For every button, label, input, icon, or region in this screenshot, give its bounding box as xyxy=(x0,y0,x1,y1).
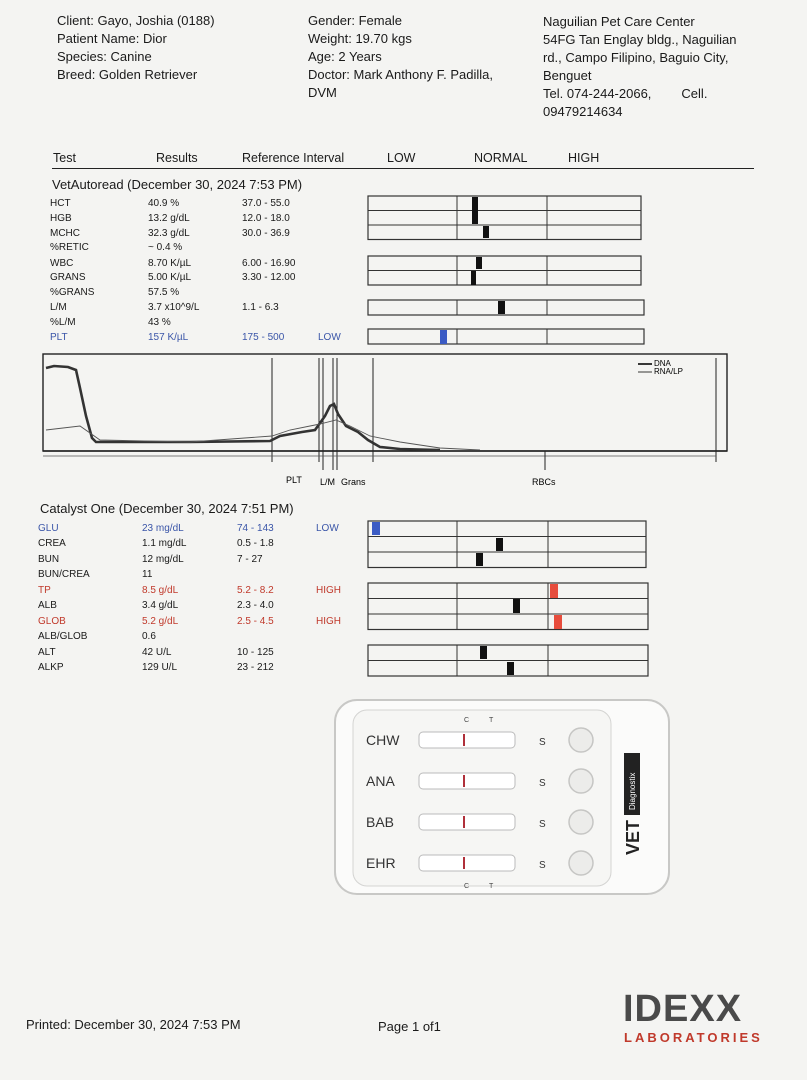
col-c-top: C xyxy=(464,717,470,724)
result-value: 1.1 mg/dL xyxy=(142,538,187,549)
snap-activation-circle xyxy=(569,769,593,793)
result-marker xyxy=(550,584,558,598)
result-test-name: ALB xyxy=(38,600,57,611)
result-test-name: BUN/CREA xyxy=(38,569,90,580)
range-box xyxy=(368,521,646,568)
snap-control-line xyxy=(463,816,465,828)
clinic-cell-label: Cell. xyxy=(681,86,708,101)
gender: Gender: Female xyxy=(308,13,402,28)
result-marker xyxy=(513,599,520,613)
result-reference: 23 - 212 xyxy=(237,662,274,673)
doctor: Doctor: Mark Anthony F. Padilla, xyxy=(308,67,493,82)
page-number: Page 1 of1 xyxy=(378,1019,441,1034)
result-reference: 30.0 - 36.9 xyxy=(242,228,290,239)
weight: Weight: 19.70 kgs xyxy=(308,31,412,46)
clinic-address-2: rd., Campo Filipino, Baguio City, xyxy=(543,50,729,65)
result-value: 40.9 % xyxy=(148,198,180,209)
col-test: Test xyxy=(53,151,76,165)
result-test-name: PLT xyxy=(50,332,68,343)
result-reference: 2.5 - 4.5 xyxy=(237,616,274,627)
idexx-logo: IDEXX xyxy=(623,988,743,1030)
species: Species: Canine xyxy=(57,49,152,64)
result-marker xyxy=(476,257,482,269)
result-value: 5.00 K/µL xyxy=(148,272,192,283)
result-marker xyxy=(372,522,380,535)
col-reference: Reference Interval xyxy=(242,151,345,165)
snap-test-label: BAB xyxy=(366,814,395,830)
clinic-cell: 09479214634 xyxy=(543,104,623,119)
idexx-laboratories: LABORATORIES xyxy=(624,1030,763,1045)
result-marker xyxy=(480,646,487,659)
snap-test-label: ANA xyxy=(366,773,395,789)
col-results: Results xyxy=(156,151,198,165)
result-marker xyxy=(554,615,562,629)
result-marker xyxy=(507,662,514,675)
brand-vet: VET xyxy=(623,819,643,855)
result-flag: HIGH xyxy=(316,585,341,596)
result-test-name: GLU xyxy=(38,523,59,534)
snap-sample-label: S xyxy=(539,737,546,748)
result-test-name: HGB xyxy=(50,213,72,224)
result-test-name: GRANS xyxy=(50,272,86,283)
snap-sample-label: S xyxy=(539,778,546,789)
result-reference: 175 - 500 xyxy=(242,332,285,343)
label-rbcs: RBCs xyxy=(532,477,556,487)
snap-control-line xyxy=(463,734,465,746)
label-plt: PLT xyxy=(286,475,302,485)
patient-name: Patient Name: Dior xyxy=(57,31,167,46)
doctor-title: DVM xyxy=(308,85,337,100)
result-test-name: MCHC xyxy=(50,228,80,239)
col-low: LOW xyxy=(387,151,416,165)
col-t-top: T xyxy=(489,717,494,724)
col-high: HIGH xyxy=(568,151,600,165)
result-value: 5.2 g/dL xyxy=(142,616,179,627)
snap-sample-label: S xyxy=(539,860,546,871)
range-box xyxy=(368,583,648,630)
result-reference: 1.1 - 6.3 xyxy=(242,302,279,313)
result-marker xyxy=(472,197,478,224)
snap-result-window xyxy=(419,732,515,748)
age: Age: 2 Years xyxy=(308,49,382,64)
result-reference: 2.3 - 4.0 xyxy=(237,600,274,611)
result-value: 42 U/L xyxy=(142,647,172,658)
result-marker xyxy=(496,538,503,551)
result-value: 11 xyxy=(142,569,153,580)
snap-result-window xyxy=(419,855,515,871)
legend-rna: RNA/LP xyxy=(654,367,683,376)
range-box xyxy=(368,329,644,344)
result-test-name: %GRANS xyxy=(50,287,95,298)
catalyst-title: Catalyst One (December 30, 2024 7:51 PM) xyxy=(40,501,294,516)
snap-test-label: CHW xyxy=(366,732,400,748)
histogram-frame xyxy=(43,354,727,451)
printed-date: Printed: December 30, 2024 7:53 PM xyxy=(26,1017,241,1032)
col-normal: NORMAL xyxy=(474,151,528,165)
client-name: Client: Gayo, Joshia (0188) xyxy=(57,13,215,28)
result-reference: 74 - 143 xyxy=(237,523,274,534)
vetautoread-title: VetAutoread (December 30, 2024 7:53 PM) xyxy=(52,177,303,192)
label-lm: L/M xyxy=(320,477,336,487)
result-value: 8.70 K/µL xyxy=(148,258,192,269)
result-test-name: ALT xyxy=(38,647,56,658)
result-reference: 3.30 - 12.00 xyxy=(242,272,296,283)
result-value: 8.5 g/dL xyxy=(142,585,179,596)
result-value: 157 K/µL xyxy=(148,332,189,343)
result-value: 3.7 x10^9/L xyxy=(148,302,200,313)
dna-curve xyxy=(46,366,440,450)
result-reference: 12.0 - 18.0 xyxy=(242,213,290,224)
clinic-address-1: 54FG Tan Englay bldg., Naguilian xyxy=(543,32,737,47)
hematology-histogram xyxy=(40,352,730,492)
snap-sample-label: S xyxy=(539,819,546,830)
col-t-bottom: T xyxy=(489,883,494,890)
result-marker xyxy=(483,226,489,238)
snap-control-line xyxy=(463,775,465,787)
result-value: 13.2 g/dL xyxy=(148,213,190,224)
result-test-name: ALKP xyxy=(38,662,64,673)
result-test-name: BUN xyxy=(38,554,60,565)
result-reference: 0.5 - 1.8 xyxy=(237,538,274,549)
range-box xyxy=(368,300,644,315)
clinic-tel: Tel. 074-244-2066, xyxy=(543,86,652,101)
result-test-name: ALB/GLOB xyxy=(38,631,88,642)
snap-control-line xyxy=(463,857,465,869)
result-test-name: HCT xyxy=(50,198,71,209)
result-flag: HIGH xyxy=(316,616,341,627)
result-value: 0.6 xyxy=(142,631,156,642)
brand-diagnostix: Diagnostix xyxy=(628,772,637,810)
result-flag: LOW xyxy=(318,332,341,343)
result-marker xyxy=(476,553,483,566)
result-test-name: GLOB xyxy=(38,616,66,627)
result-reference: 7 - 27 xyxy=(237,554,263,565)
result-value: ~ 0.4 % xyxy=(148,242,183,253)
result-marker xyxy=(440,330,447,344)
result-value: 3.4 g/dL xyxy=(142,600,179,611)
clinic-name: Naguilian Pet Care Center xyxy=(543,14,695,29)
rna-curve xyxy=(46,420,480,450)
range-box xyxy=(368,196,641,240)
snap-activation-circle xyxy=(569,851,593,875)
result-test-name: %RETIC xyxy=(50,242,89,253)
result-test-name: %L/M xyxy=(50,317,76,328)
result-value: 57.5 % xyxy=(148,287,180,298)
label-grans: Grans xyxy=(341,477,366,487)
result-reference: 10 - 125 xyxy=(237,647,274,658)
result-reference: 5.2 - 8.2 xyxy=(237,585,274,596)
result-test-name: WBC xyxy=(50,258,74,269)
snap-test-cartridge xyxy=(333,698,673,898)
snap-result-window xyxy=(419,773,515,789)
snap-result-window xyxy=(419,814,515,830)
result-marker xyxy=(498,301,505,314)
snap-test-label: EHR xyxy=(366,855,396,871)
result-value: 43 % xyxy=(148,317,171,328)
result-value: 32.3 g/dL xyxy=(148,228,190,239)
clinic-address-3: Benguet xyxy=(543,68,592,83)
snap-activation-circle xyxy=(569,810,593,834)
result-test-name: CREA xyxy=(38,538,66,549)
result-value: 23 mg/dL xyxy=(142,523,184,534)
result-test-name: L/M xyxy=(50,302,67,313)
snap-activation-circle xyxy=(569,728,593,752)
result-flag: LOW xyxy=(316,523,339,534)
result-reference: 37.0 - 55.0 xyxy=(242,198,290,209)
col-c-bottom: C xyxy=(464,883,470,890)
result-value: 12 mg/dL xyxy=(142,554,184,565)
result-test-name: TP xyxy=(38,585,51,596)
legend-dna: DNA xyxy=(654,359,671,368)
result-value: 129 U/L xyxy=(142,662,178,673)
result-marker xyxy=(471,271,476,285)
result-reference: 6.00 - 16.90 xyxy=(242,258,296,269)
breed: Breed: Golden Retriever xyxy=(57,67,198,82)
